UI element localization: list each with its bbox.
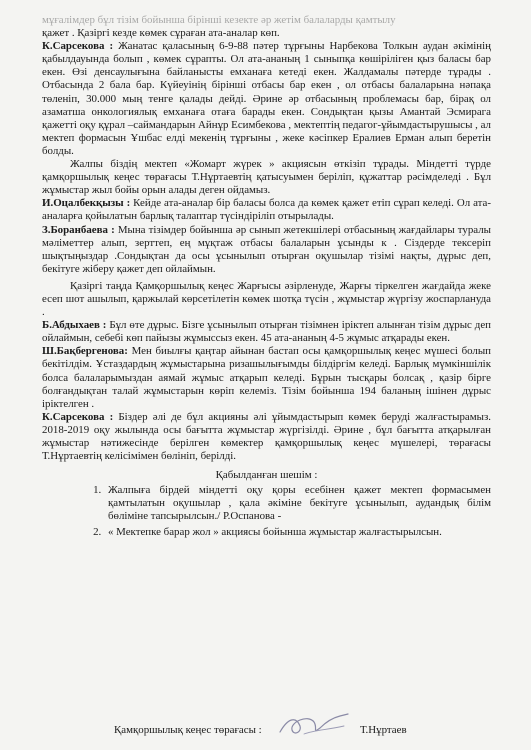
paragraph — [42, 158, 491, 197]
decision-item: 2. « Мектепке барар жол » акциясы бойынша жұмыстар жалғастырылсын. — [104, 526, 491, 539]
speaker-text: Біздер әлі де бұл акцияны әлі ұйымдастырып көмек беруді жалғастырамыз. 2018-2019 оқу жылында осы бағытта жұмыстар жүргізілді. Әрине , бұл бағытта атқарылған жұмыстар нәтижесінде берілген көмектер қамқоршылық кеңес мүшелері, төрағасы Т.Нұртаевтің келісімімен бөлініп, берілді. — [42, 410, 491, 463]
handwritten-signature-icon — [274, 708, 354, 742]
speaker-paragraph — [42, 411, 491, 463]
speaker-text: Бұл өте дұрыс. Бізге ұсынылып отырған тізімнен іріктеп алынған тізім дұрыс деп ойлаймын, себебі көп пайызы жұмыссыз екен. 45 ата-ананың 4-5 жұмыс атқарады екен. — [42, 319, 491, 345]
paragraph-continued-end — [42, 27, 491, 40]
speaker-name: Б.Абдыхаев : — [42, 319, 107, 332]
speaker-name: К.Сарсекова : — [42, 410, 114, 423]
speaker-paragraph — [42, 40, 491, 158]
speaker-text: Мына тізімдер бойынша әр сынып жетекшілері отбасының жағдайлары туралы мәліметтер алып, зерттеп, ең мұқтаж отбасы балаларын ұсынды к . Сіздерде тексеріп шықтыңыздар .Сондықтан да осы ұсынылып отырған оқушылар тізімі нақты, дұрыс деп, бекітуге жіберу қажет деп ойлаймын. — [42, 223, 491, 275]
decision-title: Қабылданған шешім : — [215, 469, 318, 482]
paragraph-continued — [42, 14, 491, 27]
speaker-text: Жанатас қаласының 6-9-88 пәтер тұрғыны Нарбекова Толкын аудан әкімінің қабылдауында болып , көмек сұрапты. Ол ата-ананың 1 сыныпқа көшіріліген қыз баласы бар екен. Өзі денсаулығына байланысты емханаға кетеді екен. Жалдамалы пәтерде тұрады . Отбасында 2 бала бар. Күйеуінің бірінші отбасы бар екен , ол отбасы балаларына нәпақа төленіп, 30.000 мың тенге қалады дейді. Әрине әр отбасының проблемасы бар, бірақ ол азаматша онкологиялық емханаға отаға барады екен. Сондықтан қызы Амантай Эсмирага қажетті оқу құрал –саймандарын Айнұр Есимбекова , мектептің педагог-ұйымдастырушысы , ал мектеп формасын Ұшбас елді мекенің тұрғыны , жеке кәсіпкер Ералиев Ерман алып беретін болды. — [42, 40, 491, 157]
chair-label: Қамқоршылық кеңес төрағасы : — [114, 724, 262, 736]
speaker-name: К.Сарсекова : — [42, 40, 114, 53]
speaker-name: Ш.Бақбергенова: — [42, 345, 128, 358]
speaker-paragraph — [42, 345, 491, 410]
paragraph-line: қажет . Қазіргі кезде көмек сұраған ата-аналар көп. — [42, 27, 280, 40]
paragraph — [42, 280, 491, 319]
speaker-paragraph — [42, 224, 491, 276]
paragraph-text: Жалпы біздің мектеп «Жомарт жүрек » акциясын өткізіп тұрады. Міндетті түрде қамқоршылық кеңес төрағасы Т.Нұртаевтің қатысуымен беріліп, құжаттар рәсімделеді . Бұл жұмыстар жыл бойы орын алады деген ойдамыз. — [42, 158, 491, 197]
signature-block — [114, 716, 454, 740]
speaker-paragraph — [42, 319, 491, 345]
decision-item: 1. Жалпыға бірдей міндетті оқу қоры есебінен қажет мектеп формасымен қамтылатын оқушылар , қала әкіміне бекітуге ұсынылып, аудандық білім бөліміне тапсырылсын./ Р.Оспанова - — [104, 484, 491, 523]
paragraph-text: Қазіргі таңда Қамқоршылық кеңес Жарғысы әзірленуде, Жарғы тіркелген жағдайда жеке есеп шот ашылып, қаржылай көрсетілетін көмек шотқа түсін , жұмыстар жүргізу жоспарлануда . — [42, 279, 491, 319]
speaker-name: З.Боранбаева : — [42, 223, 115, 236]
chair-name: Т.Нұртаев — [360, 724, 407, 736]
decision-list — [42, 484, 491, 538]
speaker-text: Мен биылғы қаңтар айынан бастап осы қамқоршылық кеңес мүшесі болып бекітілдім. Ұстаздардың жұмыстарына ризашылығымды білдіргім келеді. Барлық мүмкіншілік болса балаларымыздан аямай жұмыс атқарып келеді. Бұрын тысқары болсақ , қазір бірге болғандықтан талай жұмыстарын көріп келеміз. Тізім бойынша 194 баланың ішінен дұрыс іріктелген . — [42, 345, 491, 410]
paragraph-line: мұғалімдер бұл тізім бойынша бірінші кезекте әр жетім балаларды қамтылу — [42, 14, 396, 26]
speaker-text: Кейде ата-аналар бір баласы болса да көмек қажет етіп сұрап келеді. Ол ата-аналарға қойылатын барлық талаптар түсіндіріліп отырылады. — [42, 197, 491, 223]
speaker-paragraph — [42, 197, 491, 223]
speaker-name: И.Оцалбекқызы : — [42, 197, 131, 210]
